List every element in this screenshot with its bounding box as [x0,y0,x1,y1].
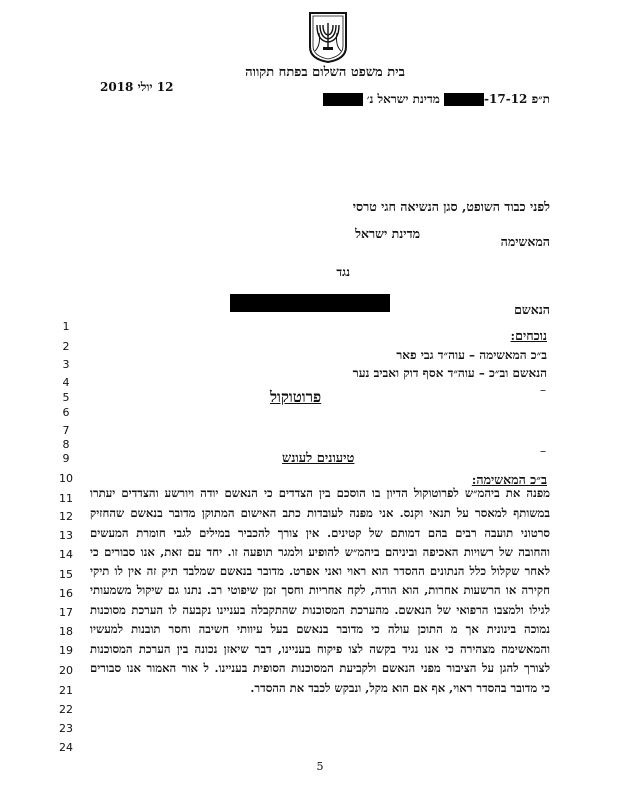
dash-mark: – [540,383,546,397]
line-number: 24 [59,741,73,754]
case-number-line [240,92,550,107]
line-number: 14 [59,548,73,561]
line-number: 19 [59,644,73,657]
body-line: לגילו ולמצבו הרפואי של הנאשם. מהערכת המסוכנות שהתקבלה בעניינו נקבעה לו הערכת מסוכנות [90,603,550,617]
prosecution-value: מדינת ישראל [355,226,420,241]
sentencing-title: טיעונים לעונש [282,451,355,466]
versus-label: נגד [336,265,350,279]
defendant-name-redaction [230,294,390,312]
prosecution-arguments-heading: ב״כ המאשימה: [471,472,547,487]
body-line: מפנה את ביהמ״ש לפרוטוקול הדיון בו הוסכם בין הצדדים כי הנאשם יודה ויורשע והצדדים יעתרו [90,486,550,500]
line-number: 13 [59,529,73,542]
dash-mark: – [540,444,546,458]
judge-line: לפני כבוד השופט, סגן הנשיאה חגי טרסי [352,199,550,214]
body-line: חקירה או הרשעות אחרות, הוא הודה, לקח אחריות וחסך זמן שיפוטי רב. נתנו גם שיקול משמעותי [90,583,550,597]
line-number: 20 [59,664,73,677]
body-line: במשותף למאסר על תנאי וקנס. אני מפנה לעובדות כתב האישום המתוקן מדובר בנאשם שהחזיק [90,506,550,520]
line-number: 12 [59,510,73,523]
court-name: בית משפט השלום בפתח תקווה [245,65,405,80]
present-heading: נוכחים: [510,328,547,343]
body-line: נמוכה בינונית אך מ התוכן עולה כי מדובר בנאשם בעל עיוותי חשיבה וחסר תובנות למעשיו [90,622,550,636]
line-number: 5 [62,391,70,404]
line-number: 3 [62,358,70,371]
line-number: 1 [62,320,70,333]
prosecution-label: המאשימה [500,234,550,249]
line-number: 7 [62,424,70,437]
line-number: 21 [59,684,73,697]
body-line: והמאשימה מצהירה כי אנו נגיד בקשה לצו פיקוח בעניינו, דבר שיאזן נכונה בין הערכת המסוכנות [90,642,550,656]
line-number: 22 [59,703,73,716]
defendant-label: הנאשם [514,302,550,317]
redaction-block [444,93,484,106]
line-number: 11 [59,492,73,505]
line-number: 23 [59,722,73,735]
protocol-title: פרוטוקול [270,388,322,406]
line-number: 6 [62,406,70,419]
line-number: 2 [62,340,70,353]
line-number: 18 [59,625,73,638]
state-emblem-icon [307,11,349,63]
line-number: 8 [62,438,70,451]
page-number: 5 [316,760,324,773]
present-prosecution: ב״כ המאשימה – עוה״ד גבי פאר [396,348,547,362]
body-line: כי מדובר בהסדר ראוי, אף אם הוא מקל, ונבקש לכבד את ההסדר. [250,681,550,695]
line-number: 9 [62,452,70,465]
line-number: 10 [59,472,73,485]
case-number-prefix: ת״פ 17-12- [484,92,550,106]
body-line: והחובה של רשויות האכיפה וביניהם ביהמ״ש להופיע ולמגר תופעה זו. יחד עם זאת, אנו סבורים כי [90,545,550,559]
body-line: סרטוני תועבה רבים בהם דמותם של קטינים. אין צורך להכביר במילים לגבי חומרת המעשים [90,526,550,540]
hearing-date: 12 יולי 2018 [100,80,174,94]
present-defense: הנאשם וב״כ – עוה״ד אסף דוק ואביב נער [352,366,547,380]
line-number: 16 [59,587,73,600]
case-title: מדינת ישראל נ׳ [366,92,445,106]
body-line: לאחר שקלול כלל הנתונים ההסדר הוא ראוי ואני אפרט. מדובר בנאשם שמלבד תיק זה אין לו תיקי [90,564,550,578]
line-number: 4 [62,376,70,389]
line-number: 17 [59,606,73,619]
body-line: לצורך להגן על הציבור מפני הנאשם ולקביעת המסוכנות הסופית בעניינו. ל אור האמור אנו סבורים [90,661,550,675]
line-number: 15 [59,568,73,581]
redaction-block [323,93,363,106]
